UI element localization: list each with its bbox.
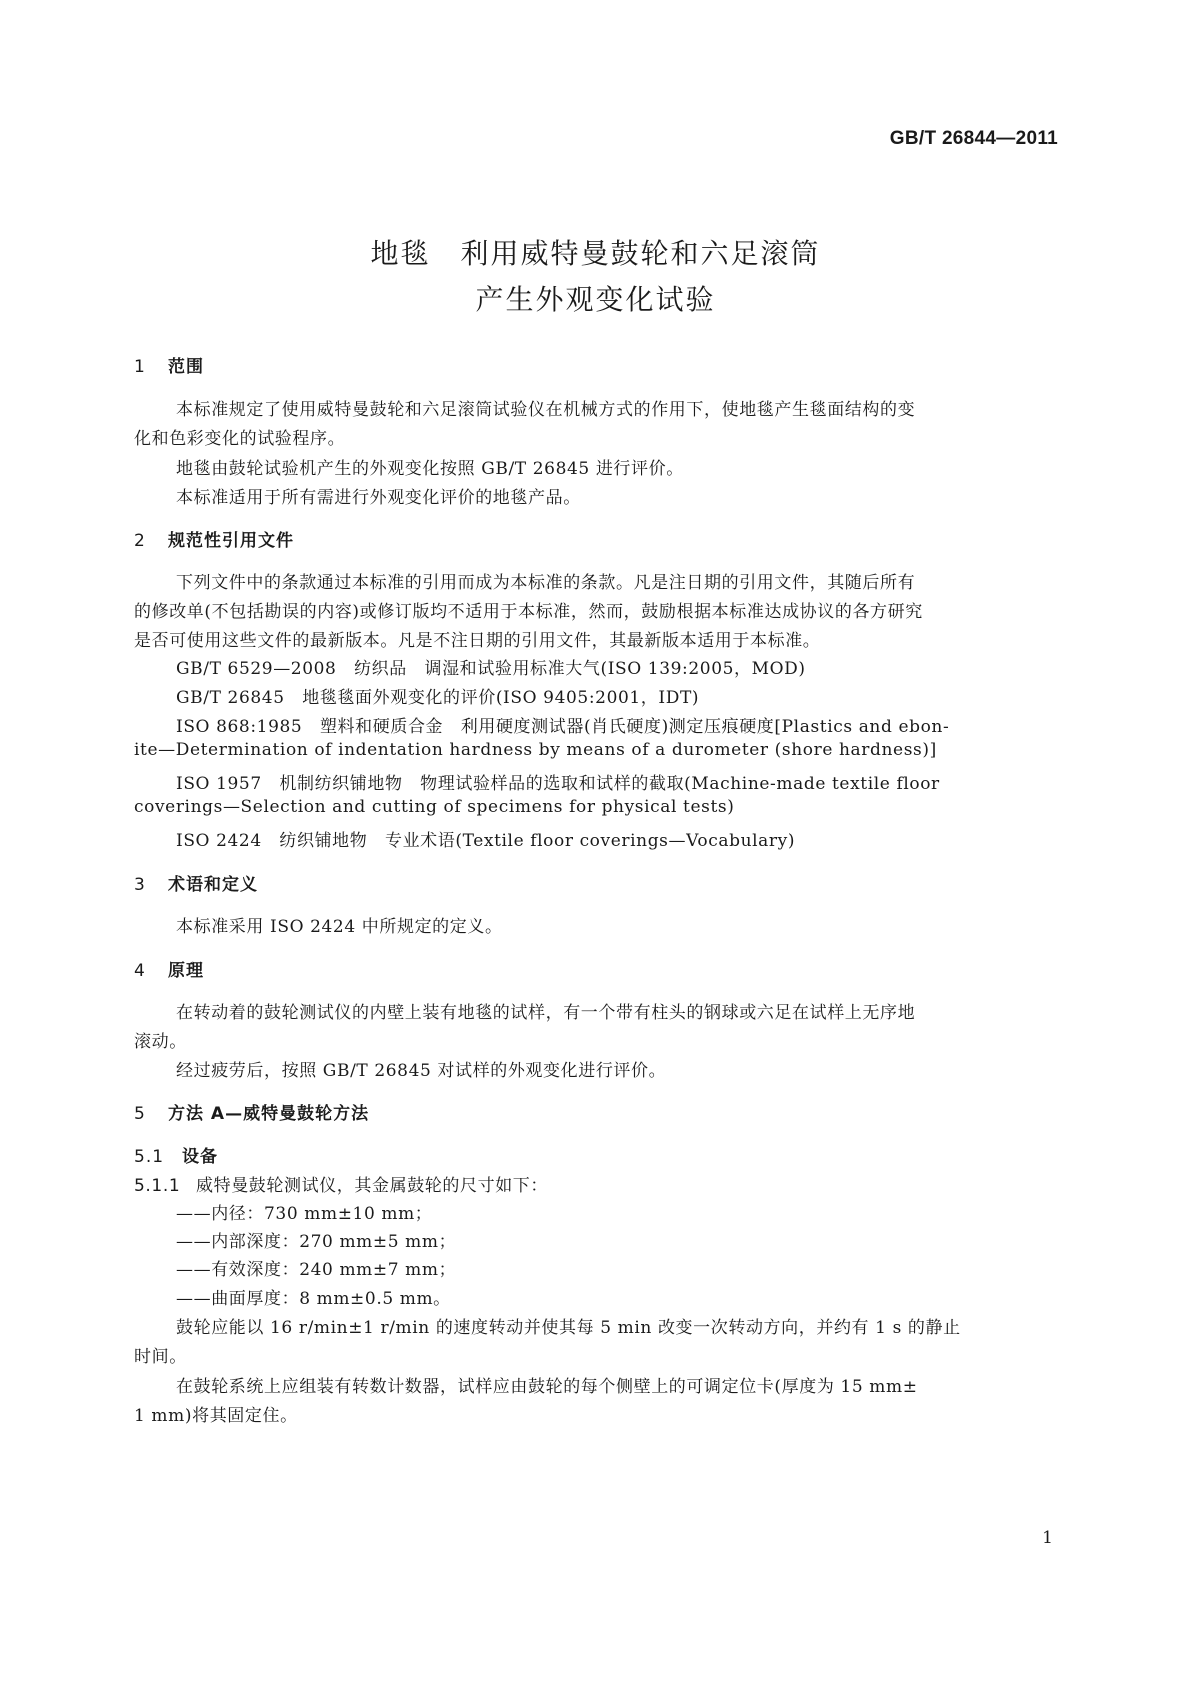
paragraph-line: 在鼓轮系统上应组装有转数计数器，试样应由鼓轮的每个侧壁上的可调定位卡(厚度为 15 mm±	[176, 1377, 918, 1397]
paragraph-line: 地毯由鼓轮试验机产生的外观变化按照 GB/T 26845 进行评价。	[176, 459, 684, 479]
page-number: 1	[1042, 1528, 1053, 1548]
reference-item: GB/T 6529—2008 纺织品 调湿和试验用标准大气(ISO 139:2005，MOD)	[176, 659, 806, 679]
section-title: 术语和定义	[168, 875, 258, 895]
section-number: 4	[134, 961, 146, 981]
reference-item-continued: ite—Determination of indentation hardness by means of a durometer (shore hardness)]	[134, 740, 937, 760]
paragraph-line: 本标准采用 ISO 2424 中所规定的定义。	[176, 917, 503, 937]
section-number: 3	[134, 875, 146, 895]
paragraph-line: 化和色彩变化的试验程序。	[134, 429, 346, 449]
paragraph-line: 经过疲劳后，按照 GB/T 26845 对试样的外观变化进行评价。	[176, 1061, 667, 1081]
document-title-line-2: 产生外观变化试验	[475, 283, 716, 316]
paragraph-line: 下列文件中的条款通过本标准的引用而成为本标准的条款。凡是注日期的引用文件，其随后所有	[176, 573, 916, 593]
section-title: 规范性引用文件	[168, 531, 294, 551]
paragraph-line: 鼓轮应能以 16 r/min±1 r/min 的速度转动并使其每 5 min 改变一次转动方向，并约有 1 s 的静止	[176, 1318, 961, 1338]
clause-5-1-1	[134, 1171, 548, 1196]
paragraph-line: 本标准适用于所有需进行外观变化评价的地毯产品。	[176, 488, 581, 508]
section-5-heading	[134, 1099, 369, 1124]
reference-item: ISO 1957 机制纺织铺地物 物理试验样品的选取和试样的截取(Machine-made textile floor	[176, 774, 940, 794]
section-title: 方法 A—威特曼鼓轮方法	[168, 1104, 370, 1124]
standard-code: GB/T 26844—2011	[889, 128, 1058, 149]
reference-item: GB/T 26845 地毯毯面外观变化的评价(ISO 9405:2001，IDT)	[176, 688, 700, 708]
dimension-item: ——曲面厚度：8 mm±0.5 mm。	[176, 1289, 451, 1309]
section-number: 5.1	[134, 1147, 165, 1167]
reference-item-continued: coverings—Selection and cutting of specimens for physical tests)	[134, 797, 735, 817]
section-title: 设备	[182, 1147, 218, 1167]
paragraph-line: 在转动着的鼓轮测试仪的内壁上装有地毯的试样，有一个带有柱头的钢球或六足在试样上无序地	[176, 1003, 916, 1023]
dimension-item: ——有效深度：240 mm±7 mm；	[176, 1260, 457, 1280]
paragraph-line: 本标准规定了使用威特曼鼓轮和六足滚筒试验仪在机械方式的作用下，使地毯产生毯面结构的变	[176, 400, 916, 420]
section-number: 5	[134, 1104, 146, 1124]
paragraph-line: 是否可使用这些文件的最新版本。凡是不注日期的引用文件，其最新版本适用于本标准。	[134, 631, 821, 651]
paragraph-line: 1 mm)将其固定住。	[134, 1406, 298, 1426]
section-title: 范围	[168, 357, 204, 377]
section-4-heading	[134, 956, 204, 981]
paragraph-line: 的修改单(不包括勘误的内容)或修订版均不适用于本标准，然而，鼓励根据本标准达成协议的各方研究	[134, 602, 923, 622]
reference-item: ISO 2424 纺织铺地物 专业术语(Textile floor coverings—Vocabulary)	[176, 831, 796, 851]
clause-text: 威特曼鼓轮测试仪，其金属鼓轮的尺寸如下：	[196, 1176, 548, 1196]
paragraph-line: 时间。	[134, 1347, 187, 1367]
section-2-heading	[134, 526, 294, 551]
section-title: 原理	[168, 961, 204, 981]
reference-item: ISO 868:1985 塑料和硬质合金 利用硬度测试器(肖氏硬度)测定压痕硬度[Plastics and ebon-	[176, 717, 950, 737]
section-5-1-heading	[134, 1142, 218, 1167]
section-number: 2	[134, 531, 146, 551]
section-number: 1	[134, 357, 146, 377]
section-1-heading	[134, 352, 204, 377]
dimension-item: ——内径：730 mm±10 mm；	[176, 1204, 433, 1224]
dimension-item: ——内部深度：270 mm±5 mm；	[176, 1232, 457, 1252]
section-3-heading	[134, 870, 258, 895]
paragraph-line: 滚动。	[134, 1032, 187, 1052]
clause-number: 5.1.1	[134, 1176, 181, 1196]
document-title-line-1: 地毯 利用威特曼鼓轮和六足滚筒	[370, 237, 821, 270]
